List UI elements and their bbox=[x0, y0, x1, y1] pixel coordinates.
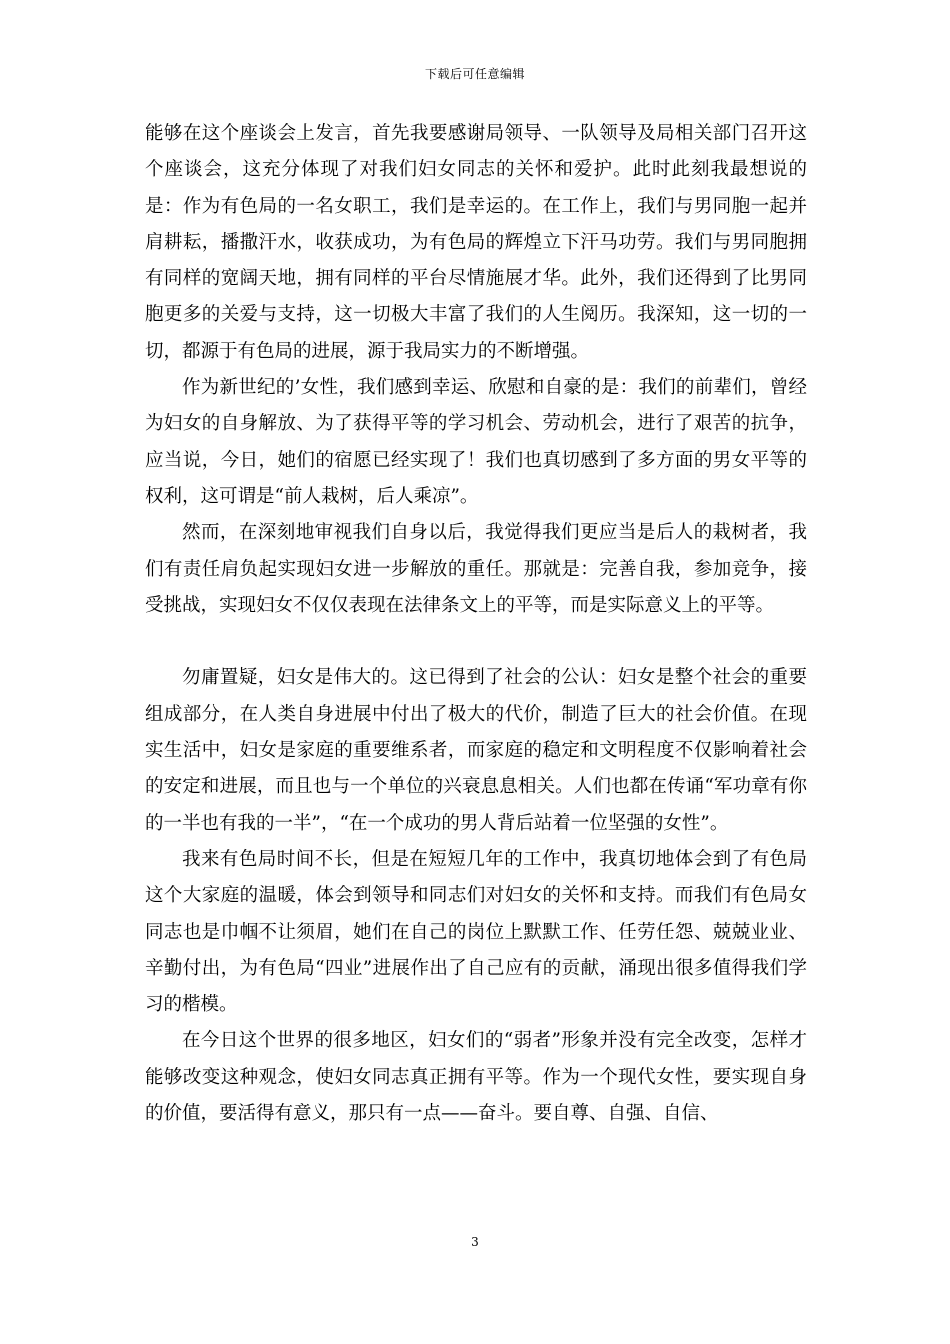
page-header: 下载后可任意编辑 bbox=[424, 67, 525, 81]
page-number: 3 bbox=[471, 1235, 479, 1249]
paragraph-4: 勿庸置疑，妇女是伟大的。这已得到了社会的公认：妇女是整个社会的重要组成部分，在人类自身进展中付出了极大的代价，制造了巨大的社会价值。在现实生活中，妇女是家庭的重要维系者，而家庭的稳定和文明程度不仅影响着社会的安定和进展，而且也与一个单位的兴衰息息相关。人们也都在传诵“军功章有你的一半也有我的一半”，“在一个成功的男人背后站着一位坚强的女性”。 bbox=[145, 667, 807, 834]
paragraph-1: 能够在这个座谈会上发言，首先我要感谢局领导、一队领导及局相关部门召开这个座谈会，这充分体现了对我们妇女同志的关怀和爱护。此时此刻我最想说的是：作为有色局的一名女职工，我们是幸运的。在工作上，我们与男同胞一起并肩耕耘，播撒汗水，收获成功，为有色局的辉煌立下汗马功劳。我们与男同胞拥有同样的宽阔天地，拥有同样的平台尽情施展才华。此外，我们还得到了比男同胞更多的关爱与支持，这一切极大丰富了我们的人生阅历。我深知，这一切的一切，都源于有色局的进展，源于我局实力的不断增强。 bbox=[145, 123, 807, 362]
paragraph-3: 然而，在深刻地审视我们自身以后，我觉得我们更应当是后人的栽树者，我们有责任肩负起实现妇女进一步解放的重任。那就是：完善自我，参加竞争，接受挑战，实现妇女不仅仅表现在法律条文上的平等，而是实际意义上的平等。 bbox=[145, 522, 807, 616]
blank-line bbox=[145, 624, 807, 660]
document-body bbox=[145, 116, 807, 1132]
paragraph-2: 作为新世纪的’女性，我们感到幸运、欣慰和自豪的是：我们的前辈们，曾经为妇女的自身解放、为了获得平等的学习机会、劳动机会，进行了艰苦的抗争，应当说，今日，她们的宿愿已经实现了！我们也真切感到了多方面的男女平等的权利，这可谓是“前人栽树，后人乘凉”。 bbox=[145, 377, 807, 507]
paragraph-6: 在今日这个世界的很多地区，妇女们的“弱者”形象并没有完全改变，怎样才能够改变这种观念，使妇女同志真正拥有平等。作为一个现代女性，要实现自身的价值，要活得有意义，那只有一点——奋斗。要自尊、自强、自信、 bbox=[145, 1030, 807, 1125]
paragraph-5: 我来有色局时间不长，但是在短短几年的工作中，我真切地体会到了有色局这个大家庭的温暖，体会到领导和同志们对妇女的关怀和支持。而我们有色局女同志也是巾帼不让须眉，她们在自己的岗位上默默工作、任劳任怨、兢兢业业、辛勤付出，为有色局“四业”进展作出了自己应有的贡献，涌现出很多值得我们学习的楷模。 bbox=[145, 848, 807, 1016]
